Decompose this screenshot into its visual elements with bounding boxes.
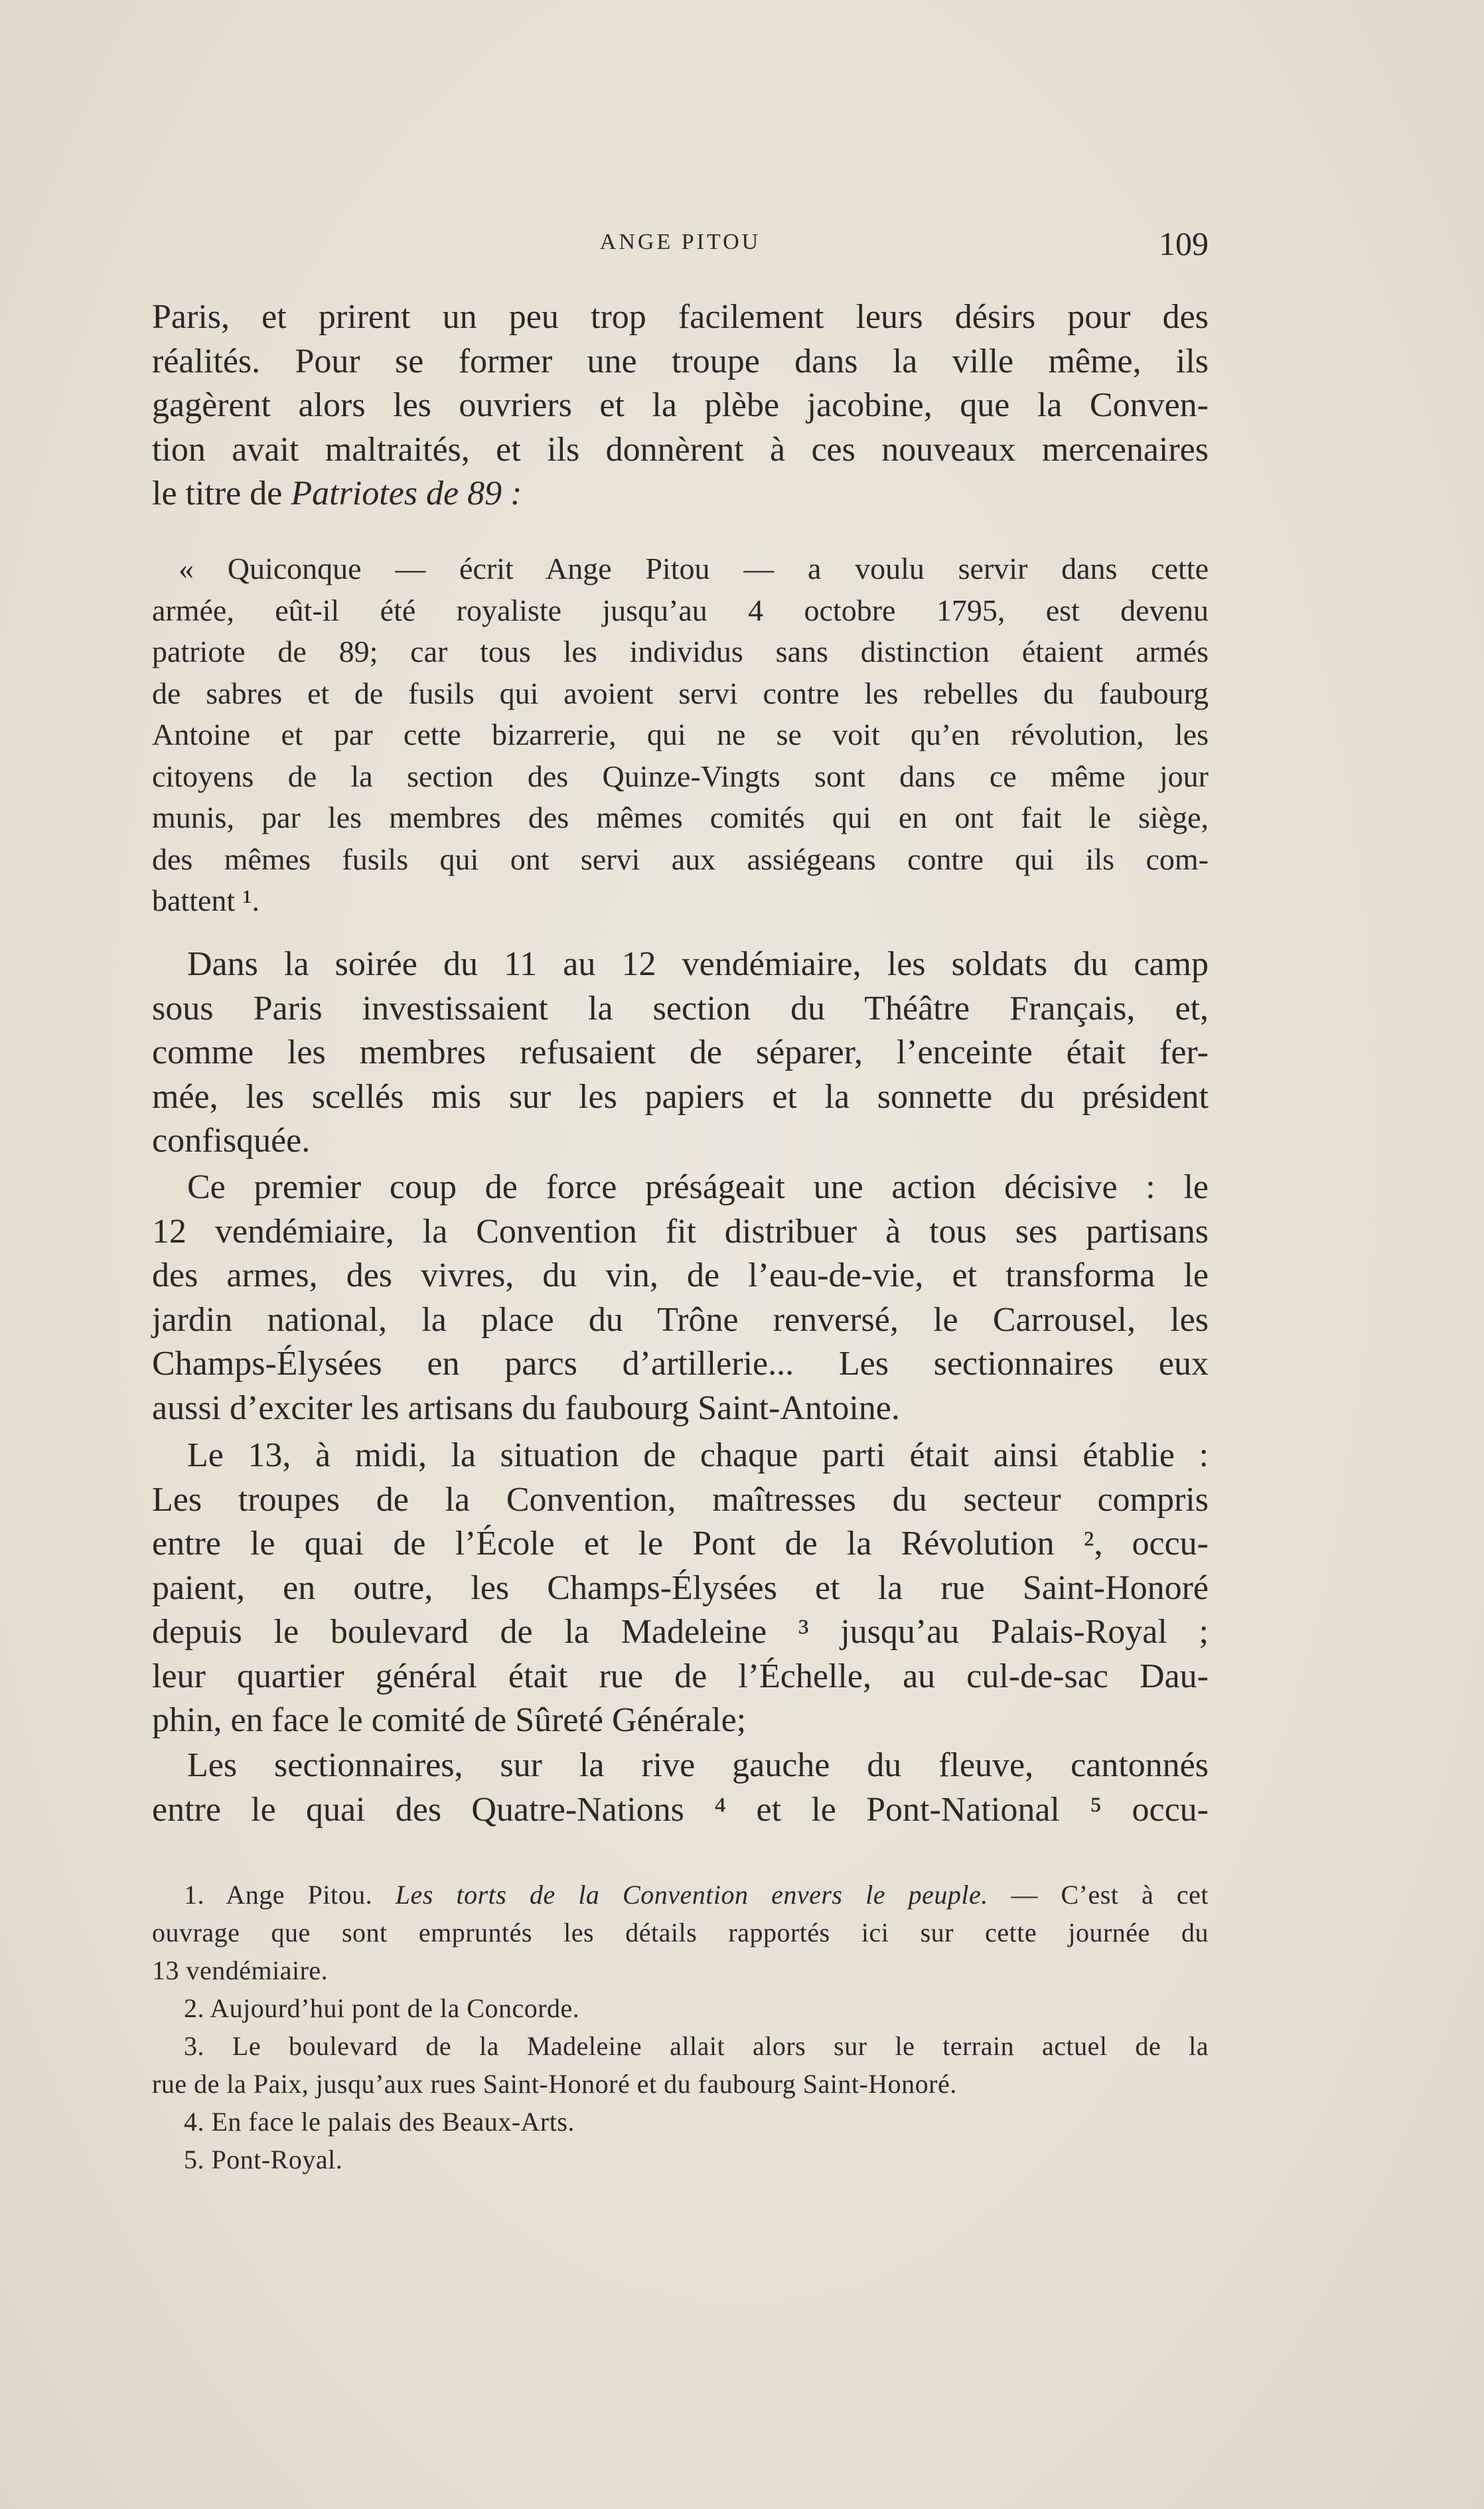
paragraph-sectionnaires bbox=[152, 1744, 1209, 1832]
text-line: 3. Le boulevard de la Madeleine allait alors sur le terrain actuel de la bbox=[184, 2031, 1209, 2061]
running-head bbox=[152, 224, 1209, 264]
text-line: Le 13, à midi, la situation de chaque parti était ainsi établie : bbox=[187, 1436, 1209, 1474]
text-line: mée, les scellés mis sur les papiers et la sonnette du président bbox=[152, 1077, 1209, 1116]
running-title: ANGE PITOU bbox=[599, 230, 761, 254]
text-segment: le titre de bbox=[152, 475, 291, 512]
text-line: sous Paris investissaient la section du Théâtre Français, et, bbox=[152, 989, 1209, 1027]
footnotes bbox=[152, 1876, 1209, 2178]
text-line: de sabres et de fusils qui avoient servi contre les rebelles du faubourg bbox=[152, 676, 1209, 710]
text-line bbox=[152, 1876, 1209, 1914]
text-line: citoyens de la section des Quinze-Vingts sont dans ce même jour bbox=[152, 759, 1209, 793]
text-line: jardin national, la place du Trône renversé, le Carrousel, les bbox=[152, 1300, 1209, 1339]
text-segment: 1. Ange Pitou. bbox=[184, 1880, 396, 1910]
text-line: comme les membres refusaient de séparer, l’enceinte était fer- bbox=[152, 1033, 1209, 1071]
text-line: depuis le boulevard de la Madeleine ³ jusqu’au Palais-Royal ; bbox=[152, 1613, 1209, 1651]
text-line: Ce premier coup de force préságeait une action décisive : le bbox=[187, 1168, 1209, 1206]
paragraph-soiree bbox=[152, 943, 1209, 1164]
italic-title: Les torts de la Convention envers le peuple. bbox=[395, 1880, 988, 1910]
text-line: Dans la soirée du 11 au 12 vendémiaire, les soldats du camp bbox=[187, 945, 1209, 983]
text-line: Champs-Élysées en parcs d’artillerie... Les sectionnaires eux bbox=[152, 1345, 1209, 1383]
text-line: réalités. Pour se former une troupe dans la ville même, ils bbox=[152, 342, 1209, 380]
paragraph-coup-de-force bbox=[152, 1166, 1209, 1430]
text-line: rue de la Paix, jusqu’aux rues Saint-Honoré et du faubourg Saint-Honoré. bbox=[152, 2069, 957, 2099]
text-line: entre le quai des Quatre-Nations ⁴ et le Pont-National ⁵ occu- bbox=[152, 1790, 1209, 1829]
text-line: patriote de 89; car tous les individus sans distinction étaient armés bbox=[152, 635, 1209, 668]
text-line: Antoine et par cette bizarrerie, qui ne se voit qu’en révolution, les bbox=[152, 718, 1209, 751]
text-line: munis, par les membres des mêmes comités qui en ont fait le siège, bbox=[152, 800, 1209, 834]
text-line bbox=[152, 472, 1209, 516]
text-line: Paris, et prirent un peu trop facilement leurs désirs pour des bbox=[152, 298, 1209, 336]
text-line: leur quartier général était rue de l’Échelle, au cul-de-sac Dau- bbox=[152, 1657, 1209, 1695]
italic-title: Patriotes de 89 : bbox=[291, 475, 522, 512]
text-line: entre le quai de l’École et le Pont de la Révolution ², occu- bbox=[152, 1525, 1209, 1562]
page-number: 109 bbox=[1159, 225, 1209, 262]
text-line: gagèrent alors les ouvriers et la plèbe jacobine, que la Conven- bbox=[152, 386, 1209, 424]
text-line: des armes, des vivres, du vin, de l’eau-de-vie, et transforma le bbox=[152, 1256, 1209, 1294]
text-line: paient, en outre, les Champs-Élysées et la rue Saint-Honoré bbox=[152, 1568, 1209, 1607]
text-line: « Quiconque — écrit Ange Pitou — a voulu servir dans cette bbox=[179, 552, 1209, 585]
text-line: phin, en face le comité de Sûreté Générale; bbox=[152, 1701, 747, 1739]
text-line: Les sectionnaires, sur la rive gauche du fleuve, cantonnés bbox=[187, 1746, 1209, 1784]
text-line: 5. Pont-Royal. bbox=[184, 2145, 343, 2174]
text-line: Les troupes de la Convention, maîtresses du secteur compris bbox=[152, 1480, 1209, 1519]
text-line: confisquée. bbox=[152, 1122, 311, 1160]
quotation bbox=[152, 548, 1209, 922]
paragraph-intro bbox=[152, 295, 1209, 516]
text-line: armée, eût-il été royaliste jusqu’au 4 octobre 1795, est devenu bbox=[152, 593, 1209, 627]
text-line: tion avait maltraités, et ils donnèrent à ces nouveaux mercenaires bbox=[152, 430, 1209, 469]
text-line: 13 vendémiaire. bbox=[152, 1955, 329, 1985]
text-line: battent ¹. bbox=[152, 883, 260, 917]
text-line: ouvrage que sont empruntés les détails rapportés ici sur cette journée du bbox=[152, 1918, 1209, 1947]
text-segment: — C’est à cet bbox=[988, 1880, 1209, 1910]
text-line: 4. En face le palais des Beaux-Arts. bbox=[184, 2107, 575, 2137]
paragraph-le-13 bbox=[152, 1434, 1209, 1743]
text-line: 2. Aujourd’hui pont de la Concorde. bbox=[184, 1993, 580, 2023]
text-line: des mêmes fusils qui ont servi aux assiégeans contre qui ils com- bbox=[152, 842, 1209, 876]
text-line: 12 vendémiaire, la Convention fit distribuer à tous ses partisans bbox=[152, 1212, 1209, 1251]
text-line: aussi d’exciter les artisans du faubourg Saint-Antoine. bbox=[152, 1389, 900, 1427]
